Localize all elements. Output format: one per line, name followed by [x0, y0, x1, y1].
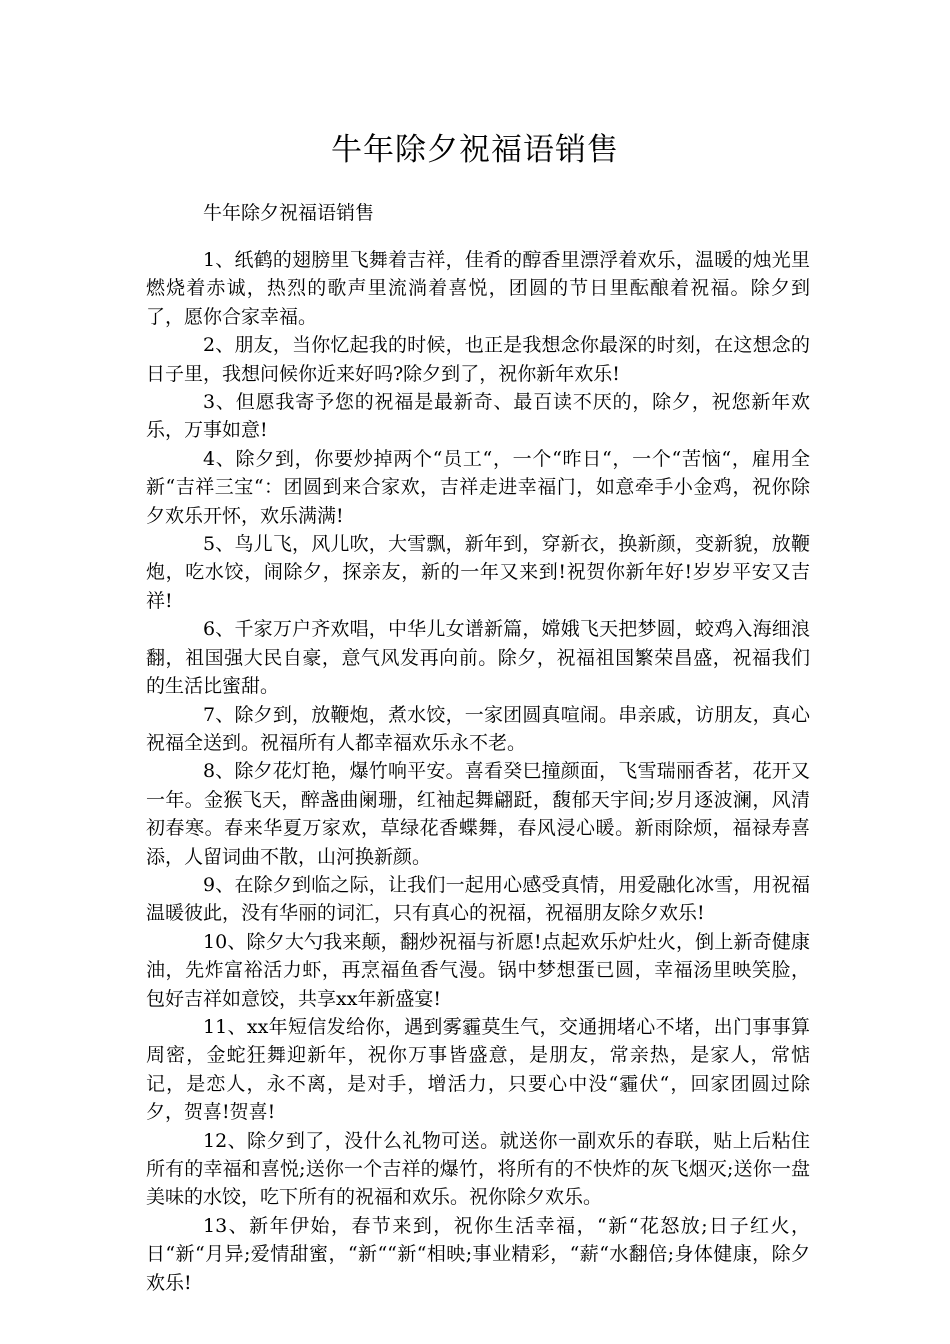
- paragraph-3: 3、但愿我寄予您的祝福是最新奇、最百读不厌的，除夕，祝您新年欢乐，万事如意!: [146, 391, 810, 442]
- paragraph-4: 4、除夕到，你要炒掉两个“员工“，一个“昨日“，一个“苦恼“，雇用全新“吉祥三宝“：团圆到来合家欢，吉祥走进幸福门，如意牵手小金鸡，祝你除夕欢乐开怀，欢乐满满!: [146, 447, 810, 527]
- paragraph-2: 2、朋友，当你忆起我的时候，也正是我想念你最深的时刻，在这想念的日子里，我想问候你近来好吗?除夕到了，祝你新年欢乐!: [146, 334, 810, 385]
- paragraph-11: 11、xx年短信发给你，遇到雾霾莫生气，交通拥堵心不堵，出门事事算周密，金蛇狂舞迎新年，祝你万事皆盛意，是朋友，常亲热，是家人，常惦记，是恋人，永不离，是对手，增活力，只要心中没“霾伏“，回家团圆过除夕，贺喜!贺喜!: [146, 1015, 810, 1124]
- paragraph-7: 7、除夕到，放鞭炮，煮水饺，一家团圆真喧闹。串亲戚，访朋友，真心祝福全送到。祝福所有人都幸福欢乐永不老。: [146, 703, 810, 754]
- document-body: [146, 246, 810, 1297]
- paragraph-13: 13、新年伊始，春节来到，祝你生活幸福，“新“花怒放;日子红火，日“新“月异;爱情甜蜜，“新““新“相映;事业精彩，“薪“水翻倍;身体健康，除夕欢乐!: [146, 1214, 810, 1294]
- paragraph-10: 10、除夕大勺我来颠，翻炒祝福与祈愿!点起欢乐炉灶火，倒上新奇健康油，先炸富裕活力虾，再烹福鱼香气漫。锅中梦想蛋已圆，幸福汤里映笑脸，包好吉祥如意饺，共享xx年新盛宴!: [146, 930, 810, 1010]
- paragraph-12: 12、除夕到了，没什么礼物可送。就送你一副欢乐的春联，贴上后粘住所有的幸福和喜悦;送你一个吉祥的爆竹，将所有的不快炸的灰飞烟灭;送你一盘美味的水饺，吃下所有的祝福和欢乐。祝你除夕欢乐。: [146, 1129, 810, 1209]
- paragraph-5: 5、鸟儿飞，风儿吹，大雪飘，新年到，穿新衣，换新颜，变新貌，放鞭炮，吃水饺，闹除夕，探亲友，新的一年又来到!祝贺你新年好!岁岁平安又吉祥!: [146, 533, 810, 612]
- paragraph-6: 6、千家万户齐欢唱，中华儿女谱新篇，嫦娥飞天把梦圆，蛟鸡入海细浪翻，祖国强大民自豪，意气风发再向前。除夕，祝福祖国繁荣昌盛，祝福我们的生活比蜜甜。: [146, 618, 810, 698]
- paragraph-9: 9、在除夕到临之际，让我们一起用心感受真情，用爱融化冰雪，用祝福温暖彼此，没有华丽的词汇，只有真心的祝福，祝福朋友除夕欢乐!: [146, 873, 810, 925]
- document-title: 牛年除夕祝福语销售: [331, 132, 619, 168]
- paragraph-8: 8、除夕花灯艳，爆竹响平安。喜看癸巳撞颜面，飞雪瑞丽香茗，花开又一年。金猴飞天，醉盏曲阑珊，红袖起舞翩跹，馥郁天宇间;岁月逐波澜，风清初春寒。春来华夏万家欢，草绿花香蝶舞，春风浸心暖。新雨除烦，福禄寿喜添，人留词曲不散，山河换新颜。: [146, 760, 810, 868]
- paragraph-1: 1、纸鹤的翅膀里飞舞着吉祥，佳肴的醇香里漂浮着欢乐，温暖的烛光里燃烧着赤诚，热烈的歌声里流淌着喜悦，团圆的节日里酝酿着祝福。除夕到了，愿你合家幸福。: [146, 249, 810, 328]
- document-subtitle: 牛年除夕祝福语销售: [203, 202, 375, 224]
